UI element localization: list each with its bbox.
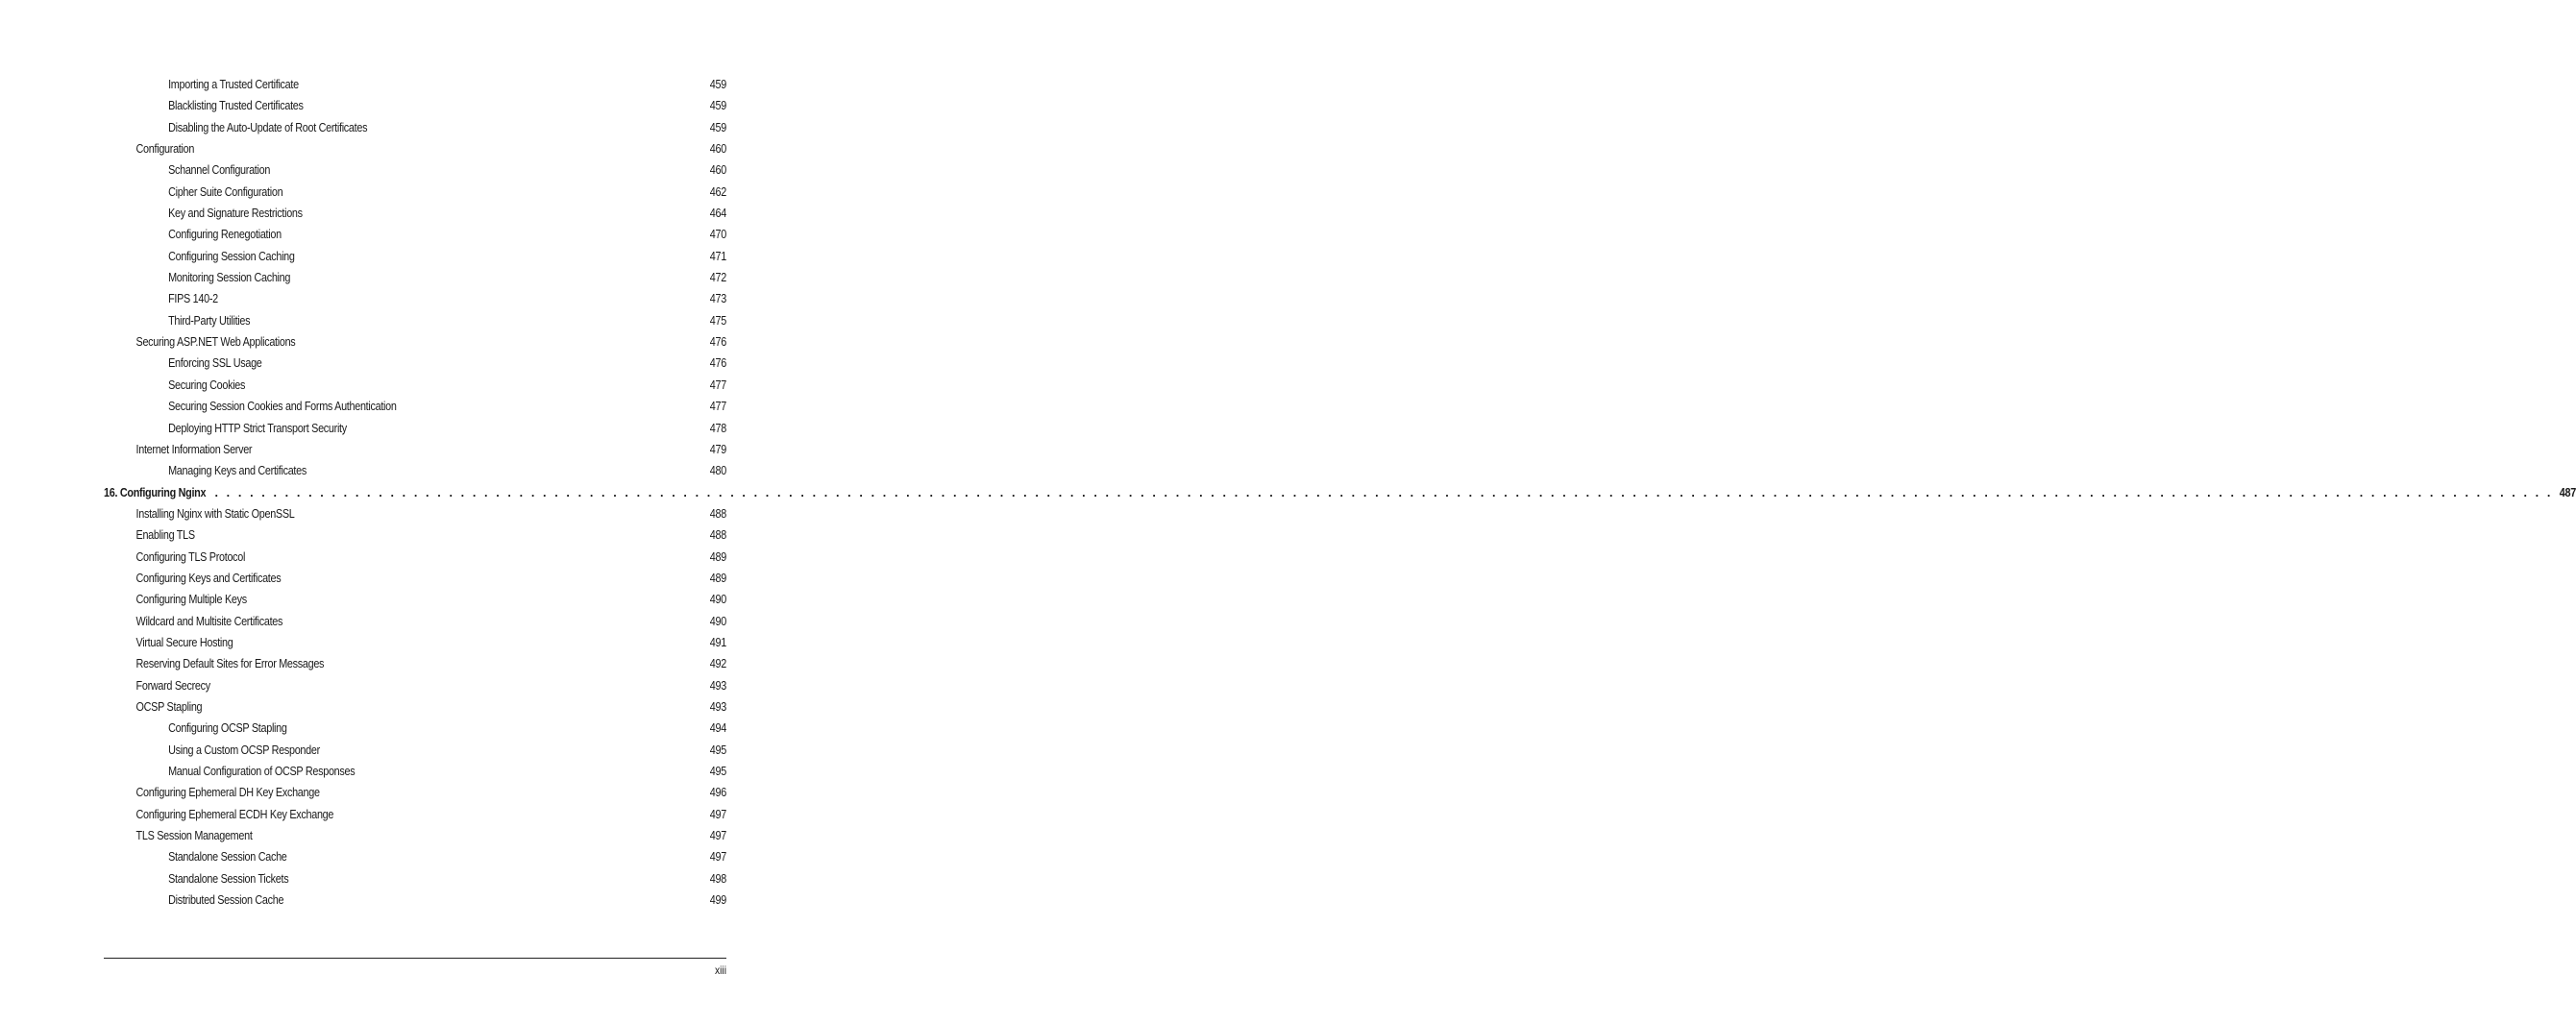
toc-entry-page: 494	[709, 721, 726, 736]
page-number: xiii	[714, 963, 726, 977]
toc-entry-page: 476	[709, 335, 726, 350]
toc-entry[interactable]	[104, 185, 726, 207]
toc-entry-title: Configuring Session Caching	[168, 249, 295, 263]
toc-entry-page: 495	[709, 765, 726, 778]
toc-entry-title: Schannel Configuration	[168, 163, 271, 178]
toc-entry-title: Disabling the Auto-Update of Root Certificates	[168, 120, 368, 134]
toc-entry-page: 488	[709, 528, 726, 543]
toc-entry[interactable]	[104, 400, 726, 421]
toc-entry-page: 464	[709, 207, 726, 221]
toc-entry[interactable]	[104, 250, 726, 271]
toc-entry-page: 477	[709, 378, 726, 392]
toc-entry-page: 478	[709, 421, 726, 435]
toc-entry[interactable]	[104, 78, 726, 99]
toc-entry[interactable]	[104, 893, 726, 914]
toc-entry-page: 499	[709, 893, 726, 908]
toc-entry[interactable]	[104, 765, 726, 786]
toc-entry[interactable]	[104, 356, 726, 378]
toc-entry-title: Manual Configuration of OCSP Responses	[168, 765, 356, 778]
toc-entry-title: Monitoring Session Caching	[168, 271, 291, 285]
toc-entry[interactable]	[104, 872, 726, 893]
footer-divider	[104, 958, 726, 959]
toc-entry-page: 489	[709, 571, 726, 585]
toc-entry-title: Securing Cookies	[168, 378, 246, 392]
toc-entry[interactable]	[104, 507, 726, 528]
toc-entry-title: Managing Keys and Certificates	[168, 464, 307, 478]
toc-entry-page: 492	[709, 657, 726, 671]
toc-entry-title: Configuring Multiple Keys	[135, 593, 247, 607]
toc-entry-title: Configuring OCSP Stapling	[168, 721, 287, 736]
toc-entry[interactable]	[104, 228, 726, 249]
toc-entry-page: 475	[709, 313, 726, 328]
toc-entry[interactable]	[104, 207, 726, 228]
toc-entry[interactable]	[104, 850, 726, 871]
toc-entry[interactable]	[104, 808, 726, 829]
toc-entry-title: Forward Secrecy	[135, 678, 210, 693]
toc-entry[interactable]	[104, 271, 726, 292]
toc-entry[interactable]	[104, 378, 726, 400]
toc-entry-page: 471	[709, 249, 726, 263]
toc-entry-page: 498	[709, 871, 726, 886]
toc-entry-page: 459	[709, 78, 726, 91]
toc-entry-page: 493	[709, 699, 726, 714]
toc-entry-title: Importing a Trusted Certificate	[168, 78, 299, 91]
toc-entry-page: 477	[709, 400, 726, 414]
toc-entry[interactable]	[104, 786, 726, 807]
toc-entry-title: Virtual Secure Hosting	[135, 635, 233, 649]
toc-entry-title: Configuring Ephemeral ECDH Key Exchange	[135, 807, 334, 821]
toc-entry[interactable]	[104, 163, 726, 184]
toc-entry[interactable]	[104, 335, 726, 356]
toc-entry[interactable]	[104, 121, 726, 142]
toc-entry-title: FIPS 140-2	[168, 292, 218, 306]
toc-entry[interactable]	[104, 743, 726, 765]
toc-entry[interactable]	[104, 636, 726, 657]
toc-chapter-entry[interactable]	[104, 485, 2576, 507]
toc-entry-title: Standalone Session Tickets	[168, 871, 289, 886]
toc-entry[interactable]	[104, 679, 726, 700]
toc-entry[interactable]	[104, 550, 726, 572]
toc-entry-title: Deploying HTTP Strict Transport Security	[168, 421, 347, 435]
toc-entry[interactable]	[104, 657, 726, 678]
toc-entry[interactable]	[104, 464, 726, 485]
toc-entry-page: 488	[709, 506, 726, 521]
toc-entry-page: 459	[709, 120, 726, 134]
toc-entry-title: Securing ASP.NET Web Applications	[135, 335, 296, 350]
toc-entry-title: Reserving Default Sites for Error Messages	[135, 657, 325, 671]
toc-entry-title: Configuration	[135, 142, 195, 157]
toc-entry[interactable]	[104, 314, 726, 335]
toc-entry-title: 16. Configuring Nginx	[104, 485, 207, 499]
toc-entry-page: 497	[709, 850, 726, 865]
toc-entry[interactable]	[104, 721, 726, 743]
toc-entry-page: 487	[2559, 485, 2576, 499]
toc-entry[interactable]	[104, 528, 726, 549]
toc-entry-title: Securing Session Cookies and Forms Authentication	[168, 400, 397, 414]
toc-entry-title: Configuring TLS Protocol	[135, 549, 246, 564]
toc-entry-title: Using a Custom OCSP Responder	[168, 743, 320, 757]
toc-entry-title: Enabling TLS	[135, 528, 195, 543]
toc-entry-title: Third-Party Utilities	[168, 313, 251, 328]
toc-entry-title: Standalone Session Cache	[168, 850, 287, 865]
toc-entry-page: 491	[709, 635, 726, 649]
toc-entry-page: 490	[709, 614, 726, 628]
toc-entry[interactable]	[104, 700, 726, 721]
toc-entry[interactable]	[104, 572, 726, 593]
toc-entry-title: TLS Session Management	[135, 829, 253, 843]
table-of-contents	[104, 78, 2576, 914]
toc-entry[interactable]	[104, 142, 726, 163]
toc-entry-title: Internet Information Server	[135, 442, 253, 456]
toc-entry-page: 472	[709, 271, 726, 285]
toc-entry-page: 489	[709, 549, 726, 564]
toc-entry-title: OCSP Stapling	[135, 699, 203, 714]
toc-entry-title: Configuring Ephemeral DH Key Exchange	[135, 786, 320, 800]
toc-entry-page: 470	[709, 228, 726, 242]
toc-entry-title: Key and Signature Restrictions	[168, 207, 303, 221]
toc-dot-leader: . . . . . . . . . . . . . . . . . . . . . . . . . . . . . . . . . . . . . . . . . . . . . . . . . . . . . . . . . . . . . . . . . . . . . . . . . . . . . . . . . . . . . . . . . . . . . . . . . . . . . . . . . . . . . . . . . . . . . . . . . . . . . . . . . . . . . . . . . . . . . . . . . . . . . . . . . . . . . . . . . . . . . . . . . . . . . . . . . . . . . . . . . . . . . . . . . . . . . . . .	[214, 485, 2553, 499]
toc-entry-page: 493	[709, 678, 726, 693]
toc-entry[interactable]	[104, 593, 726, 614]
toc-entry-page: 460	[709, 163, 726, 178]
toc-entry-page: 462	[709, 184, 726, 199]
toc-entry-page: 496	[709, 786, 726, 800]
toc-entry[interactable]	[104, 615, 726, 636]
toc-entry-title: Distributed Session Cache	[168, 893, 284, 908]
toc-entry-page: 495	[709, 743, 726, 757]
toc-entry[interactable]	[104, 422, 726, 443]
toc-entry[interactable]	[104, 292, 726, 313]
toc-entry-page: 479	[709, 442, 726, 456]
toc-entry-page: 460	[709, 142, 726, 157]
toc-entry-page: 497	[709, 829, 726, 843]
toc-entry-title: Cipher Suite Configuration	[168, 184, 283, 199]
toc-entry-title: Wildcard and Multisite Certificates	[135, 614, 283, 628]
toc-entry-page: 497	[709, 807, 726, 821]
toc-entry-page: 473	[709, 292, 726, 306]
toc-entry-title: Installing Nginx with Static OpenSSL	[135, 506, 295, 521]
toc-entry[interactable]	[104, 99, 726, 120]
toc-entry-title: Configuring Keys and Certificates	[135, 571, 282, 585]
toc-entry-page: 476	[709, 356, 726, 371]
toc-entry-title: Enforcing SSL Usage	[168, 356, 262, 371]
toc-entry-page: 490	[709, 593, 726, 607]
toc-entry-title: Blacklisting Trusted Certificates	[168, 99, 304, 113]
toc-entry-title: Configuring Renegotiation	[168, 228, 282, 242]
toc-entry[interactable]	[104, 829, 726, 850]
toc-entry[interactable]	[104, 443, 726, 464]
toc-entry-page: 480	[709, 464, 726, 478]
toc-entry-page: 459	[709, 99, 726, 113]
